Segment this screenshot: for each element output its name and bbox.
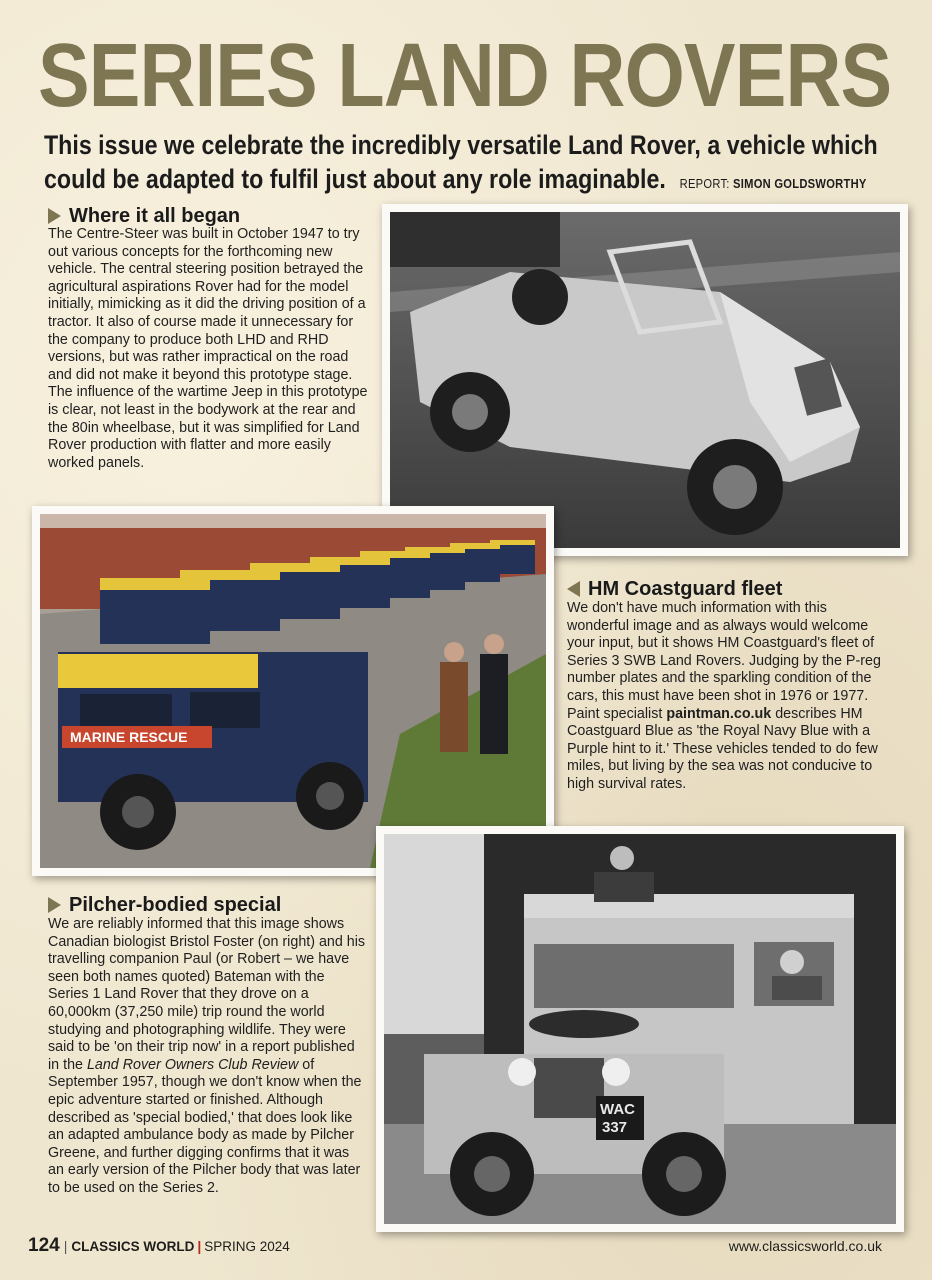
- centre-steer-photo: [382, 204, 908, 556]
- number-plate-line-2: 337: [602, 1119, 628, 1136]
- arrow-left-icon: [567, 581, 580, 597]
- page-title: SERIES LAND ROVERS: [38, 26, 892, 126]
- section-heading-text: Pilcher-bodied special: [69, 894, 282, 916]
- centre-steer-body: The Centre-Steer was built in October 1947 to try out various concepts for the forthcoming new vehicle. The central steering position betrayed the agricultural aspirations Rover had for the model initially, mimicking as it did the driving position of a tractor. It also of course made it unnecessary for the company to produce both LHD and RHD versions, but was rather impractical on the road and did not make it beyond this prototype stage. The influence of the wartime Jeep in this prototype is clear, not least in the bodywork at the rear and the 80in wheelbase, but it was simplified for Land Rover production with flatter and more easily worked panels.: [48, 226, 368, 471]
- standfirst-line-1: This issue we celebrate the incredibly versatile Land Rover, a vehicle which: [44, 130, 878, 160]
- magazine-name: CLASSICS WORLD: [71, 1239, 195, 1254]
- pilcher-photo: [376, 826, 904, 1232]
- coastguard-photo: [32, 506, 554, 876]
- pilcher-body: [48, 916, 368, 1198]
- footer-left: [28, 1236, 290, 1257]
- page-number: 124: [28, 1235, 60, 1256]
- footer-accent-bar: |: [197, 1238, 202, 1254]
- marine-rescue-door-text: MARINE RESCUE: [70, 729, 188, 745]
- pilcher-body-b: of September 1957, though we don't know when the epic adventure started or finished. Although described as 'special bodied,' that does look like an adapted ambulance body as made by Pilcher Greene, and further digging confirms that it was an early version of the Pilcher body that was later to be used on the Series 2.: [48, 1056, 362, 1196]
- issue-name: SPRING 2024: [204, 1239, 290, 1254]
- section-heading-hm-coastguard-fleet: [567, 577, 782, 601]
- report-label: REPORT:: [679, 176, 730, 191]
- arrow-right-icon: [48, 897, 61, 913]
- coastguard-body-b: describes HM Coastguard Blue as 'the Royal Navy Blue with a Purple hint to it.' These vehicles tended to do few miles, but living by the sea was not conducive to high survival rates.: [567, 705, 878, 792]
- pilcher-body-a: We are reliably informed that this image shows Canadian biologist Bristol Foster (on right) and his travelling companion Paul (or Robert – we have seen both names quoted) Bateman with the Series 1 Land Rover that they drove on a 60,000km (37,250 mile) trip round the world studying and photographing wildlife. They were said to be 'on their trip now' in a report published in the: [48, 916, 366, 1073]
- arrow-right-icon: [48, 208, 61, 224]
- section-heading-text: HM Coastguard fleet: [588, 578, 783, 600]
- coastguard-body: [567, 600, 881, 794]
- number-plate-line-1: WAC: [600, 1101, 635, 1118]
- footer-separator: |: [63, 1238, 68, 1254]
- section-heading-text: Where it all began: [69, 205, 241, 227]
- section-heading-pilcher-bodied-special: [48, 893, 281, 917]
- coastguard-image: [40, 514, 546, 868]
- lroc-review-title: Land Rover Owners Club Review: [86, 1056, 299, 1073]
- paintman-link-text: paintman.co.uk: [666, 705, 772, 722]
- standfirst-line-2: [44, 162, 867, 201]
- section-heading-where-it-all-began: [48, 204, 240, 228]
- report-author: SIMON GOLDSWORTHY: [733, 176, 867, 191]
- pilcher-image: [384, 834, 896, 1224]
- standfirst: [44, 128, 878, 201]
- coastguard-body-a: We don't have much information with this wonderful image and as always would welcome your input, but it shows HM Coastguard's fleet of Series 3 SWB Land Rovers. Judging by the P-reg number plates and the sparkling condition of the cars, this must have been shot in 1976 or 1977. Paint specialist: [567, 600, 881, 722]
- centre-steer-image: [390, 212, 900, 548]
- report-credit: [680, 176, 867, 191]
- footer-website[interactable]: www.classicsworld.co.uk: [728, 1238, 882, 1254]
- standfirst-line-2-text: could be adapted to fulfil just about any role imaginable.: [44, 164, 666, 194]
